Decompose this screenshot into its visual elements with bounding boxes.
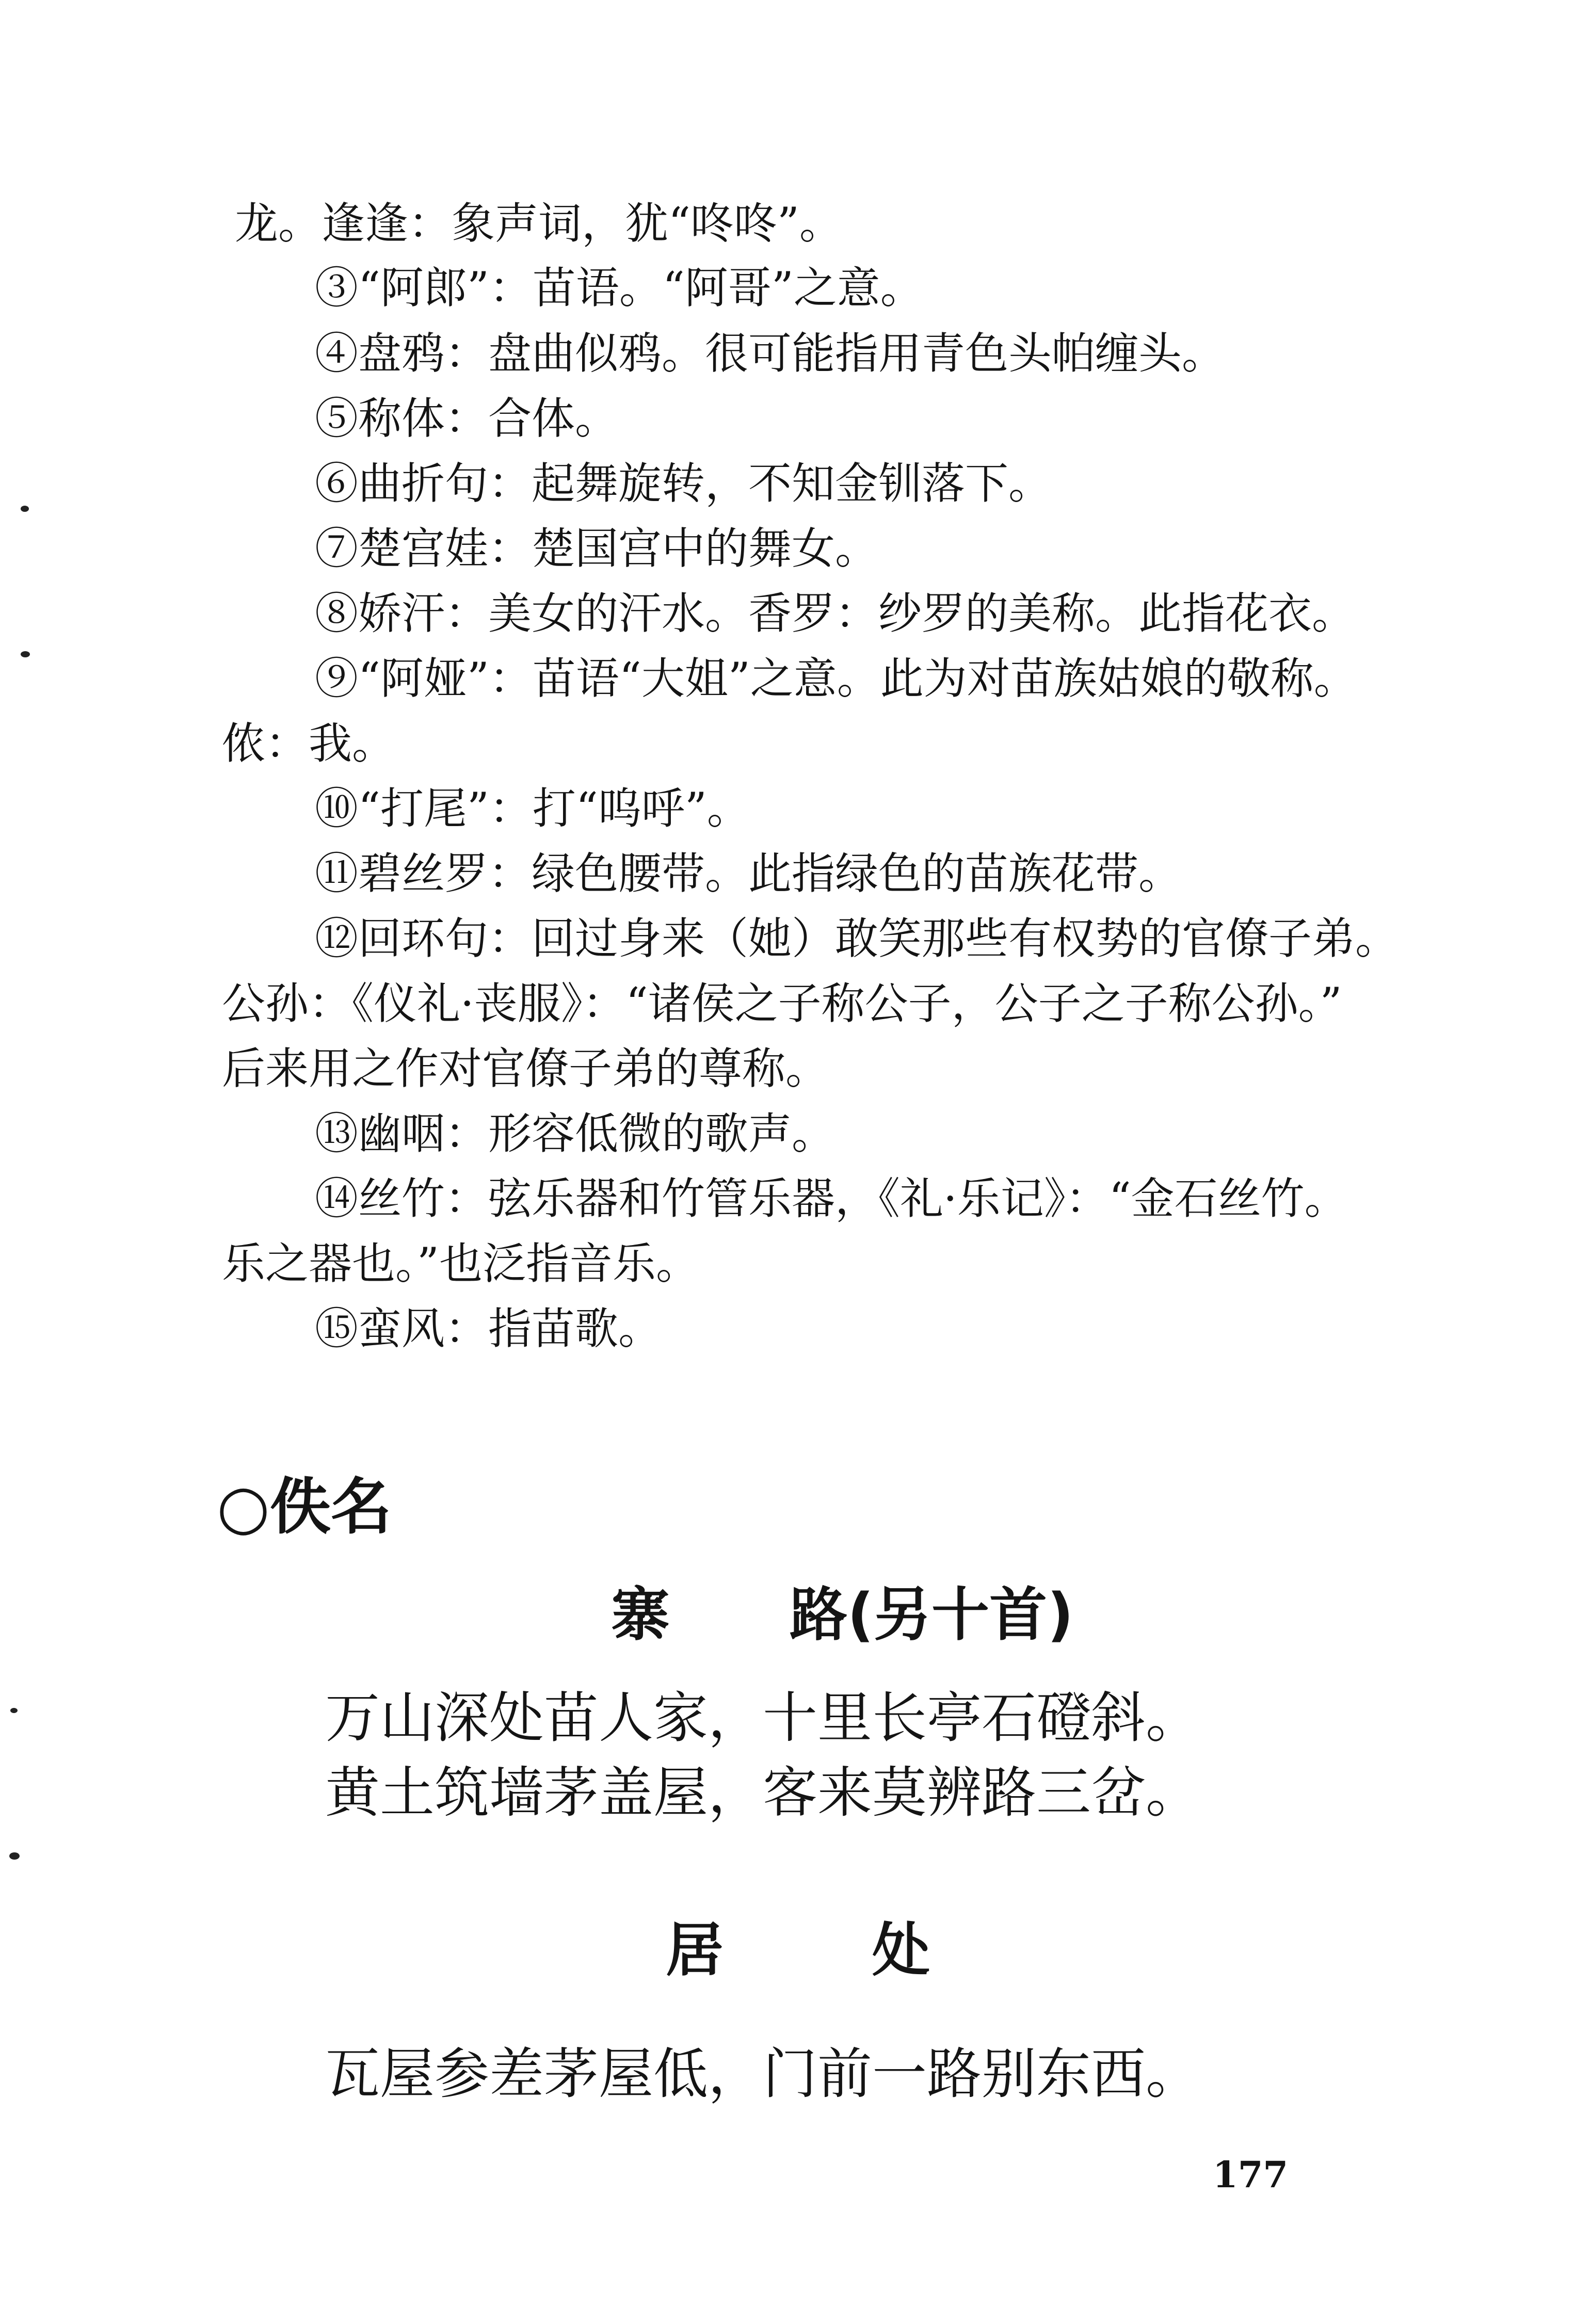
note-6: ⑥曲折句：起舞旋转，不知金钏落下。 <box>315 458 1052 509</box>
poem-1-title-part-1: 寨 <box>612 1581 669 1649</box>
scan-speck <box>10 1708 18 1713</box>
note-12-continuation-2: 后来用之作对官僚子弟的尊称。 <box>222 1043 829 1094</box>
poem-1-line-2: 黄土筑墙茅盖屋，客来莫辨路三岔。 <box>325 1761 1200 1825</box>
note-2-continuation: 龙。逢逢：象声词，犹“咚咚”。 <box>235 198 843 249</box>
note-3: ③“阿郎”：苗语。“阿哥”之意。 <box>315 263 924 313</box>
note-9-continuation: 侬：我。 <box>222 718 396 769</box>
note-7: ⑦楚宫娃：楚国宫中的舞女。 <box>315 523 879 574</box>
note-14: ⑭丝竹：弦乐器和竹管乐器，《礼·乐记》：“金石丝竹。 <box>315 1173 1348 1224</box>
section-title: ○佚名 <box>217 1471 392 1542</box>
note-9: ⑨“阿娅”：苗语“大姐”之意。此为对苗族姑娘的敬称。 <box>315 653 1357 704</box>
note-4: ④盘鸦：盘曲似鸦。很可能指用青色头帕缠头。 <box>315 328 1226 379</box>
scan-speck <box>21 651 30 657</box>
page-number: 177 <box>1213 2153 1289 2196</box>
poem-2-line-1: 瓦屋参差茅屋低，门前一路别东西。 <box>325 2042 1200 2106</box>
note-5: ⑤称体：合体。 <box>315 393 619 444</box>
scan-speck <box>9 1852 20 1860</box>
poem-1-line-1: 万山深处苗人家，十里长亭石磴斜。 <box>325 1686 1200 1750</box>
note-12-continuation-1: 公孙：《仪礼·丧服》：“诸侯之子称公子，公子之子称公孙。” <box>222 978 1342 1029</box>
poem-2-title-part-2: 处 <box>872 1917 930 1984</box>
note-15: ⑮蛮风：指苗歌。 <box>315 1303 662 1354</box>
note-10: ⑩“打尾”：打“呜呼”。 <box>315 783 750 834</box>
note-14-continuation: 乐之器也。”也泛指音乐。 <box>222 1238 699 1289</box>
scan-speck <box>21 506 29 512</box>
note-8: ⑧娇汗：美女的汗水。香罗：纱罗的美称。此指花衣。 <box>315 588 1356 639</box>
note-11: ⑪碧丝罗：绿色腰带。此指绿色的苗族花带。 <box>315 848 1182 899</box>
poem-2-title-part-1: 居 <box>666 1917 724 1984</box>
note-12: ⑫回环句：回过身来（她）敢笑那些有权势的官僚子弟。 <box>315 913 1399 964</box>
note-13: ⑬幽咽：形容低微的歌声。 <box>315 1108 835 1159</box>
poem-1-title-part-2: 路(另十首) <box>790 1581 1074 1649</box>
